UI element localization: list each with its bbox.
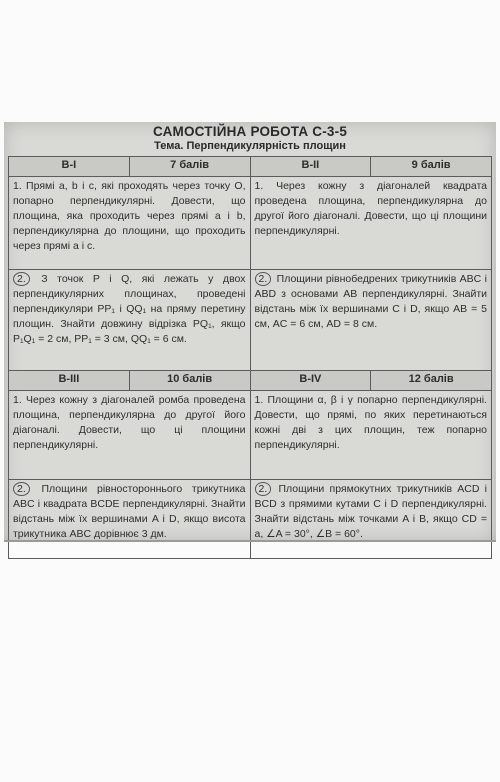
task-row-3 (9, 391, 492, 480)
variant-1-task-2 (9, 270, 251, 371)
variant-4-points: 12 балів (371, 371, 492, 391)
task-number-circled: 2. (13, 482, 30, 496)
tasks-table (8, 156, 492, 559)
worksheet-page (4, 122, 496, 542)
task-row-2 (9, 270, 492, 371)
variant-3-name: В-ІІІ (9, 371, 130, 391)
variant-2-task-2 (250, 270, 492, 371)
variant-2-name: В-ІІ (250, 157, 371, 177)
variant-1-name: В-І (9, 157, 130, 177)
task-row-1 (9, 177, 492, 270)
variant-1-task-1: 1. Прямі a, b і c, які проходять через точку O, попарно перпендикулярні. Довести, що площина, яка проходить через прямі a і b, перпендикулярна до площини, що проходить через прямі a і c. (9, 177, 251, 270)
variant-3-task-1: 1. Через кожну з діагоналей ромба проведена площина, перпендикулярна до другої його діагоналі. Довести, що ці площини перпендикулярні. (9, 391, 251, 480)
task-row-4 (9, 480, 492, 559)
variant-header-row-2 (9, 371, 492, 391)
variant-3-task-2 (9, 480, 251, 559)
variant-2-task-1: 1. Через кожну з діагоналей квадрата проведена площина, перпендикулярна до другої його діагоналі. Довести, що ці площини перпендикулярні. (250, 177, 492, 270)
variant-4-task-2 (250, 480, 492, 559)
variant-1-task-2-text: З точок P і Q, які лежать у двох перпендикулярних площинах, проведені перпендикуляри PP₁ і QQ₁ на пряму перетину площин. Знайти довжину відрізка PQ₁, якщо P₁Q₁ = 2 см, PP₁ = 3 см, QQ₁ = 6 см. (13, 273, 246, 345)
variant-1-points: 7 балів (129, 157, 250, 177)
variant-2-task-2-text: Площини рівнобедрених трикутників ABC і ABD з основами AB перпендикулярні. Знайти відстань між їх вершинами C і D, якщо AB = 5 см, AC = 6 см, AD = 8 см. (254, 273, 487, 330)
variant-4-task-2-text: Площини прямокутних трикутників ACD і BCD з прямими кутами C і D перпендикулярні. Знайти відстань між точками A і B, якщо CD = a, ∠A = 30°, ∠B = 60°. (254, 483, 487, 540)
variant-header-row (9, 157, 492, 177)
variant-3-task-2-text: Площини рівностороннього трикутника ABC і квадрата BCDE перпендикулярні. Знайти відстань між їх вершинами A і D, якщо висота трикутника ABC дорівнює 3 дм. (13, 483, 246, 540)
page-title: САМОСТІЙНА РОБОТА С-3-5 (152, 124, 348, 139)
variant-3-points: 10 балів (129, 371, 250, 391)
task-number-circled: 2. (255, 482, 272, 496)
variant-4-task-1: 1. Площини α, β і γ попарно перпендикулярні. Довести, що прямі, по яких перетинаються кожні дві з цих площин, теж попарно перпендикулярні. (250, 391, 492, 480)
worksheet-header (4, 124, 496, 153)
task-number-circled: 2. (13, 272, 30, 286)
variant-2-points: 9 балів (371, 157, 492, 177)
task-number-circled: 2. (255, 272, 272, 286)
variant-4-name: В-ІV (250, 371, 371, 391)
page-subtitle: Тема. Перпендикулярність площин (154, 140, 346, 152)
page-bottom-edge (4, 540, 496, 542)
